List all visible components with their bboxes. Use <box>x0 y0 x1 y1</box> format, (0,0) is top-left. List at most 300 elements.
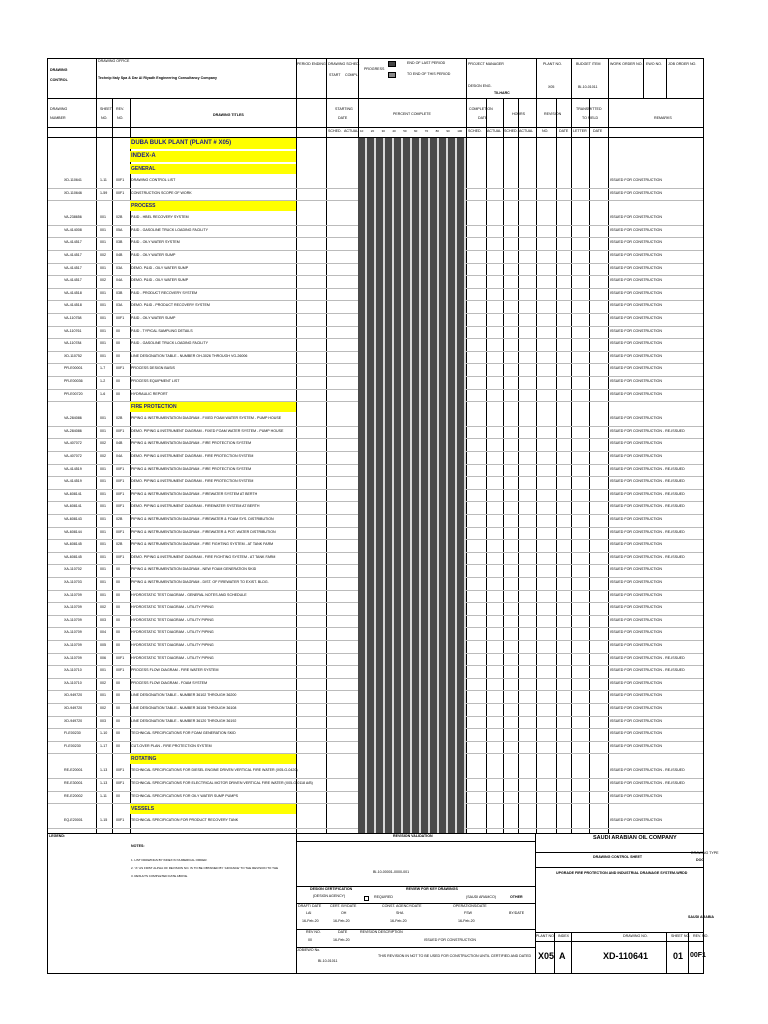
rev-no-cell: 05A <box>116 227 123 232</box>
rev-no-cell: 00F1 <box>116 466 125 471</box>
drawn-value: LAI <box>306 911 312 915</box>
const-date: 16-Feb-20 <box>390 919 407 923</box>
drawing-title-cell: TECHNICAL SPECIFICATIONS FOR DIESEL ENGINE DRIVEN VERTICAL FIRE WATER (X05-G-0420) <box>131 768 298 773</box>
table-row <box>48 189 703 201</box>
drawing-number-cell: VA-238656 <box>64 215 82 220</box>
table-row <box>48 465 703 477</box>
remarks-cell: ISSUED FOR CONSTRUCTION - RE-ISSUED <box>610 529 685 534</box>
sheet-no-cell: 002 <box>100 706 106 710</box>
drawing-control-title-2: CONTROL <box>50 78 68 82</box>
rev-no-cell: 00F1 <box>116 428 125 433</box>
drawing-title-cell: TECHNICAL SPECIFICATIONS FOR OILY WATER SUMP PUMPS <box>131 793 239 798</box>
table-row <box>48 490 703 502</box>
drawing-number-cell: VA-608141 <box>64 491 82 496</box>
sheet-no-cell: 001 <box>100 290 106 295</box>
revision-validation-label: REVISION VALIDATION <box>393 834 433 838</box>
rev-no-footer-value: 00F1 <box>690 952 706 959</box>
rev-no-cell: 00F1 <box>116 655 125 660</box>
row-divider <box>48 828 358 829</box>
percent-tick-label: 70 <box>424 129 429 133</box>
plant-no-value: X05 <box>548 85 555 89</box>
table-row <box>48 628 703 640</box>
drawing-number-cell: VA-284086 <box>64 416 82 421</box>
drawing-title-cell: PROCESS FLOW DIAGRAM - FIRE WATER SYSTEM <box>131 668 219 673</box>
drawing-title-cell: HYDROSTATIC TEST DIAGRAM - UTILITY PIPING <box>131 655 214 660</box>
percent-tick-label: 20 <box>370 129 375 133</box>
drawing-office-label: DRAWING OFFICE <box>98 59 130 63</box>
percent-tick-label: 50 <box>403 129 407 133</box>
remarks-cell: ISSUED FOR CONSTRUCTION <box>610 630 662 635</box>
sheet-no-cell: 1-15 <box>100 818 108 823</box>
drawing-no-footer-value: XD-110641 <box>603 951 649 961</box>
footer-divider <box>535 941 703 942</box>
rev-no-cell: 00F1 <box>116 818 125 823</box>
table-row <box>48 226 703 238</box>
letter-col-label: LETTER <box>573 129 587 133</box>
table-row <box>48 314 703 326</box>
drawing-control-title: DRAWING <box>50 68 68 72</box>
table-row <box>48 414 703 426</box>
sheet-no-cell: 001 <box>100 428 106 433</box>
table-row <box>48 540 703 552</box>
sheet-no-cell: 1-13 <box>100 768 108 773</box>
sheet-title: DRAWING CONTROL SHEET <box>593 855 643 859</box>
drawing-title-cell: P&ID - TYPICAL SAMPLING DETAILS <box>131 328 193 333</box>
compl-label: COMPL. <box>345 73 359 77</box>
table-row <box>48 717 703 729</box>
disclaimer: THIS REVISION IN NOT TO BE USED FOR CONSTRUCTION UNTIL CERTIFIED AND DATED <box>378 954 532 958</box>
table-row <box>48 616 703 628</box>
rev-no-cell: 00F1 <box>116 491 125 496</box>
sheet-no-cell: 001 <box>100 491 106 496</box>
footer-divider <box>296 841 535 842</box>
footer-col-line <box>535 833 536 973</box>
rev-no-cell: 00F1 <box>116 768 125 773</box>
remarks-cell: ISSUED FOR CONSTRUCTION <box>610 265 662 270</box>
remarks-cell: ISSUED FOR CONSTRUCTION - RE-ISSUED <box>610 768 685 773</box>
drawing-title-cell: CUT-OVER PLAN - FIRE PROTECTION SYSTEM <box>131 743 212 748</box>
drawing-title-cell: LINE DESIGNATION TABLE - NUMBER 36102 THROUGH 36200 <box>131 693 237 698</box>
drawing-title-cell: HYDROSTATIC TEST DIAGRAM - UTILITY PIPING <box>131 630 214 635</box>
cert-by-label: CERT. BY/DATE <box>330 904 357 908</box>
plant-no-label: PLANT NO. <box>543 62 562 66</box>
percent-complete-header: PERCENT COMPLETE <box>393 112 431 116</box>
required-label: REQUIRED <box>374 895 393 899</box>
table-row <box>48 238 703 250</box>
sheet-no-cell: 002 <box>100 680 106 685</box>
drawing-number-cell: XA-110709 <box>64 643 82 647</box>
rev-no-header-2: NO. <box>117 116 124 120</box>
drawing-title-cell: LINE DESIGNATION TABLE - NUMBER OH-3026 THROUGH VG-26006 <box>131 353 248 358</box>
drawing-title-cell: PIPING & INSTRUMENTATION DIAGRAM - FIREWATER & FOAM SYS. DISTRIBUTION <box>131 517 274 521</box>
rev-no-footer-label: REV. NO. <box>693 934 709 938</box>
drawing-number-cell: VA-284086 <box>64 428 82 433</box>
period-ending-label: PERIOD ENDING <box>297 62 326 66</box>
row-divider <box>466 200 703 201</box>
remarks-cell: ISSUED FOR CONSTRUCTION - RE-ISSUED <box>610 504 685 509</box>
end-this-period-label: TO END OF THIS PERIOD <box>407 72 451 76</box>
drawing-title-cell: PIPING & INSTRUMENTATION DIAGRAM - FIRE PROTECTION SYSTEM <box>131 441 252 446</box>
sheet-no-cell: 001 <box>100 517 106 521</box>
sheet-no-cell: 1-11 <box>100 178 107 182</box>
remarks-cell: ISSUED FOR CONSTRUCTION <box>610 580 662 584</box>
sched-col-label-2: SCHED. <box>468 129 482 133</box>
legend-last-period-swatch <box>388 61 396 67</box>
table-row <box>48 452 703 464</box>
sheet-no-header-2: NO. <box>101 116 108 120</box>
sheet-no-cell: 001 <box>100 567 106 572</box>
remarks-cell: ISSUED FOR CONSTRUCTION <box>610 680 662 685</box>
drawing-number-cell: VA-608144 <box>64 529 82 534</box>
rev-no-cell: 00 <box>116 680 120 685</box>
drawing-title-cell: PIPING & INSTRUMENTATION DIAGRAM - FIREWATER SYSTEM AT BERTH <box>131 491 258 496</box>
rev-no-header: REV. <box>116 107 125 111</box>
sheet-no-cell: 1-10 <box>100 731 108 736</box>
remarks-cell: ISSUED FOR CONSTRUCTION <box>610 278 662 283</box>
drawing-title-cell: PROCESS DESIGN BASIS <box>131 366 175 371</box>
sheet-no-cell: 003 <box>100 617 106 622</box>
drawing-title-cell: P&ID - PRODUCT RECOVERY SYSTEM <box>131 290 198 295</box>
sheet-no-cell: 001 <box>100 529 106 534</box>
remarks-cell: ISSUED FOR CONSTRUCTION - RE-ISSUED <box>610 668 685 673</box>
drawing-title-cell: P&ID - GASOLINE TRUCK LOADING FACILITY <box>131 227 209 232</box>
start-label: START <box>329 73 341 77</box>
remarks-cell: ISSUED FOR CONSTRUCTION <box>610 731 662 736</box>
remarks-cell: ISSUED FOR CONSTRUCTION <box>610 215 662 220</box>
validation-number: BI-10-00001-0000-001 <box>373 870 410 874</box>
other-label: OTHER <box>510 895 523 899</box>
drawing-number-cell: VA-414517 <box>64 278 82 283</box>
table-row <box>48 666 703 678</box>
table-row <box>48 515 703 527</box>
drawing-titles-header: DRAWING TITLES <box>213 113 244 117</box>
remarks-cell: ISSUED FOR CONSTRUCTION <box>610 290 662 295</box>
drawn-by-label: DRAFT/ DATE <box>298 904 322 908</box>
rev-no-cell: 03A <box>116 265 123 270</box>
table-row <box>48 427 703 439</box>
drawing-title-cell: TECHNICAL SPECIFICATIONS FOR ELECTRICAL MOTOR DRIVEN VERTICAL FIRE WATER (X05-G-0118 A/B) <box>131 781 313 785</box>
percent-tick-label: 10 <box>360 129 364 133</box>
rev-no-cell: 00 <box>116 706 120 710</box>
rev-no-cell: 00F1 <box>116 554 125 559</box>
rev-date-value: 16-Feb-20 <box>333 938 350 942</box>
table-row <box>48 301 703 313</box>
table-row <box>48 213 703 225</box>
drawing-title-cell: HYDRAULIC REPORT <box>131 391 168 396</box>
actual-col-label-3: ACTUAL <box>519 129 534 133</box>
remarks-cell: ISSUED FOR CONSTRUCTION <box>610 693 662 698</box>
table-row <box>48 352 703 364</box>
header-divider <box>48 98 703 99</box>
drawing-number-cell: VA-414008 <box>64 227 82 232</box>
budget-item-label: BUDGET ITEM <box>576 62 601 66</box>
rev-no-cell: 00 <box>116 693 120 698</box>
remarks-cell: ISSUED FOR CONSTRUCTION <box>610 379 662 383</box>
drawing-title-cell: DRAWING CONTROL LIST <box>131 178 176 182</box>
drawing-number-header: DRAWING <box>50 107 68 111</box>
percent-tick-label: 40 <box>392 129 396 133</box>
drawing-title-cell: HYDROSTATIC TEST DIAGRAM - UTILITY PIPING <box>131 605 214 610</box>
drawing-title-cell: HYDROSTATIC TEST DIAGRAM - UTILITY PIPING <box>131 643 214 647</box>
header-divider-2 <box>48 127 703 128</box>
notes-label: NOTES: <box>131 844 145 848</box>
table-row <box>48 603 703 615</box>
table-row <box>48 264 703 276</box>
rev-no-cell: 00 <box>116 328 120 333</box>
sched-col-label: SCHED. <box>328 129 342 133</box>
rev-no-cell: 03B <box>116 240 123 245</box>
ops-date: 16-Feb-20 <box>458 919 475 923</box>
rev-no-cell: 00F1 <box>116 668 125 673</box>
footer-divider <box>296 947 535 948</box>
end-last-period-label: END OF LAST PERIOD <box>407 61 446 65</box>
table-row <box>48 654 703 666</box>
drawing-number-cell: VA-414518 <box>64 303 82 308</box>
by-date-label: BY/DATE <box>509 911 525 915</box>
required-checkbox[interactable] <box>364 896 369 901</box>
drawing-title-cell: PIPING & INSTRUMENTATION DIAGRAM - FIXED FOAM WATER SYSTEM - PUMP HOUSE <box>131 416 282 421</box>
drawing-number-cell: VA-414517 <box>64 265 82 270</box>
rev-no-cell: 00 <box>116 731 120 736</box>
remarks-cell: ISSUED FOR CONSTRUCTION <box>610 718 662 723</box>
remarks-cell: ISSUED FOR CONSTRUCTION <box>610 605 662 610</box>
rev-no-cell: 02B <box>116 517 123 521</box>
table-row <box>48 792 703 804</box>
sheet-no-cell: 001 <box>100 592 106 597</box>
sheet-no-footer-label: SHEET NO. <box>671 934 691 938</box>
drawing-number-cell: XA-110710 <box>64 680 82 685</box>
rev-no-cell: 00 <box>116 341 120 346</box>
rev-no-cell: 00F1 <box>116 316 125 320</box>
project-manager-label: PROJECT MANAGER <box>468 62 504 66</box>
drawing-no-footer-label: DRAWING NO. <box>623 934 648 938</box>
table-row <box>48 339 703 351</box>
remarks-cell: ISSUED FOR CONSTRUCTION <box>610 517 662 521</box>
table-row <box>48 553 703 565</box>
drawing-number-cell: XA-110703 <box>64 580 82 584</box>
sheet-no-cell: 001 <box>100 240 106 245</box>
table-row <box>48 327 703 339</box>
table-row <box>48 251 703 263</box>
company-name: SAUDI ARABIAN OIL COMPANY <box>593 835 677 841</box>
section-heading: VESSELS <box>130 804 296 814</box>
remarks-cell: ISSUED FOR CONSTRUCTION <box>610 592 662 597</box>
table-row <box>48 779 703 791</box>
rev-no-cell: 00 <box>116 567 120 572</box>
drawing-number-cell: FI-E00230 <box>64 743 81 748</box>
table-row <box>48 528 703 540</box>
remarks-cell: ISSUED FOR CONSTRUCTION <box>610 366 662 371</box>
drawing-number-cell: RE-E20002 <box>64 793 83 798</box>
remarks-cell: ISSUED FOR CONSTRUCTION <box>610 743 662 748</box>
drawing-title-cell: PROCESS EQUIPMENT LIST <box>131 379 180 383</box>
remarks-cell: ISSUED FOR CONSTRUCTION <box>610 391 662 396</box>
remarks-cell: ISSUED FOR CONSTRUCTION - RE-ISSUED <box>610 781 685 785</box>
table-row <box>48 679 703 691</box>
rev-date-col-label: DATE <box>559 129 569 133</box>
footer-divider <box>48 833 703 834</box>
drawing-title-cell: P&ID - GASOLINE TRUCK LOADING FACILITY <box>131 341 209 346</box>
remarks-cell: ISSUED FOR CONSTRUCTION <box>610 793 662 798</box>
table-row <box>48 729 703 741</box>
drawing-number-cell: XD-110646 <box>64 190 82 195</box>
rev-no-cell: 04B <box>116 253 123 257</box>
sheet-no-cell: 001 <box>100 316 106 320</box>
col-line <box>643 59 644 98</box>
rev-no-cell: 00F1 <box>116 178 125 182</box>
drawing-title-cell: HYDROSTATIC TEST DIAGRAM - GENERAL NOTES AND SCHEDULE <box>131 592 247 597</box>
sheet-no-cell: 001 <box>100 542 106 547</box>
drawing-sched-label: DRAWING SCHED. <box>328 62 360 66</box>
row-divider <box>466 828 703 829</box>
design-cert-label: DESIGN CERTIFICATION <box>310 887 353 891</box>
sheet-no-cell: 002 <box>100 441 106 446</box>
work-order-label: WORK ORDER NO. <box>610 62 643 66</box>
sheet-no-cell: 001 <box>100 693 106 698</box>
hours-header: HOURS <box>512 112 525 116</box>
drawing-number-cell: FI-E00230 <box>64 731 81 736</box>
sheet-no-footer-value: 01 <box>673 951 684 961</box>
sheet-no-header: SHEET <box>100 107 112 111</box>
rev-no-cell: 00 <box>116 605 120 610</box>
rev-no-cell: 00 <box>116 379 120 383</box>
cert-value: OH <box>341 911 347 915</box>
job-no-label: JOB/EWO No. <box>297 948 321 952</box>
section-heading: FIRE PROTECTION <box>130 402 296 412</box>
drawing-number-cell: VA-608145 <box>64 554 82 559</box>
contractor-name: Technip Italy Spa & Dar Al Riyadh Engineering Consultancy Company <box>98 76 218 80</box>
sheet-no-cell: 1-17 <box>100 743 108 748</box>
drawing-number-cell: XA-110709 <box>64 617 82 622</box>
table-row <box>48 578 703 590</box>
table-row <box>48 276 703 288</box>
rev-no-cell: 00 <box>116 743 120 748</box>
sched-col-label-3: SCHED. <box>504 129 518 133</box>
sheet-no-cell: 003 <box>100 718 106 723</box>
sheet-no-cell: 001 <box>100 215 106 220</box>
remarks-cell: ISSUED FOR CONSTRUCTION <box>610 303 662 308</box>
drawing-title-cell: DEMO. PIPING & INSTRUMENT DIAGRAM - FIXED FOAM WATER SYSTEM - PUMP HOUSE <box>131 428 284 433</box>
drawing-title-cell: TECHNICAL SPECIFICATION FOR PRODUCT RECOVERY TANK <box>131 818 239 823</box>
const-value: SHA <box>396 911 404 915</box>
table-row <box>48 377 703 389</box>
table-row <box>48 704 703 716</box>
remarks-cell: ISSUED FOR CONSTRUCTION <box>610 617 662 622</box>
table-row <box>48 766 703 778</box>
rev-no-cell: 04A <box>116 278 123 283</box>
actual-col-label: ACTUAL <box>344 129 359 133</box>
sheet-no-cell: 001 <box>100 668 106 673</box>
footer-col-line <box>688 932 689 973</box>
drawing-title-cell: P&ID - HBEL RECOVERY SYSTEM <box>131 215 189 220</box>
location: SAUDI ARABIA <box>688 915 715 919</box>
sheet-no-cell: 1-59 <box>100 190 108 195</box>
transmitted-header: TRANSMITTED <box>576 107 602 111</box>
legend-label: LEGEND: <box>49 834 66 838</box>
sheet-no-cell: 002 <box>100 605 106 610</box>
drawing-number-cell: XA-110709 <box>64 592 82 597</box>
drawing-title-cell: PIPING & INSTRUMENTATION DIAGRAM - DIST. OF FIREWATER TO EXIST. BLDG. <box>131 580 269 584</box>
rev-no-cell: 00 <box>116 630 120 635</box>
drawing-title-cell: PIPING & INSTRUMENTATION DIAGRAM - FIRE FIGHTING SYSTEM - AT TANK FARM <box>131 542 274 547</box>
section-heading: GENERAL <box>130 164 296 174</box>
drawing-number-cell: XD-949720 <box>64 693 83 698</box>
drawing-number-cell: PR-E00720 <box>64 391 83 396</box>
rev-no-cell: 00 <box>116 580 120 584</box>
rev-no-label: REV NO. <box>306 930 321 934</box>
remarks-cell: ISSUED FOR CONSTRUCTION <box>610 341 662 346</box>
table-row <box>48 641 703 653</box>
drawing-title-cell: PIPING & INSTRUMENTATION DIAGRAM - FIREWATER & POT. WATER DISTRIBUTION <box>131 529 276 534</box>
index-footer-label: INDEX <box>558 934 569 938</box>
date-label: DATE <box>338 930 348 934</box>
remarks-cell: ISSUED FOR CONSTRUCTION <box>610 567 662 572</box>
index-footer-value: A <box>559 951 566 961</box>
job-order-label: JOB ORDER NO. <box>668 62 697 66</box>
rev-no-cell: 02B <box>116 215 123 220</box>
drawing-title-cell: DEMO. PIPING & INSTRUMENT DIAGRAM - FIRE FIGHTING SYSTEM - AT TANK FARM <box>131 554 276 559</box>
table-row <box>48 591 703 603</box>
drawn-date: 16-Feb-20 <box>302 919 319 923</box>
table-row <box>48 742 703 754</box>
drawing-title-cell: P&ID - OILY WATER SYSTEM <box>131 240 180 245</box>
table-row <box>48 289 703 301</box>
review-key-label: REVIEW FOR KEY DRAWINGS <box>406 887 458 891</box>
sheet-no-cell: 1-7 <box>100 366 106 371</box>
sheet-no-cell: 1-6 <box>100 391 106 396</box>
table-row <box>48 390 703 402</box>
percent-tick-label: 100 <box>457 129 463 133</box>
table-row <box>48 176 703 188</box>
section-heading: INDEX-A <box>130 151 296 162</box>
remarks-cell: ISSUED FOR CONSTRUCTION <box>610 316 662 320</box>
drawing-number-cell: VA-608143 <box>64 517 82 521</box>
project-title: UPGRADE FIRE PROTECTION AND INDUSTRIAL DRAINAGE SYSTEM-WRDD <box>556 871 688 875</box>
drawing-number-cell: XA-110709 <box>64 655 82 660</box>
rev-no-cell: 04A <box>116 454 123 458</box>
rev-desc-value: ISSUED FOR CONSTRUCTION <box>424 938 476 942</box>
ops-value: FSW <box>464 911 472 915</box>
rev-no-cell: 00 <box>116 592 120 597</box>
footer-col-line <box>554 932 555 973</box>
sheet-no-cell: 001 <box>100 265 106 270</box>
drawing-number-cell: XA-110709 <box>64 630 82 635</box>
footer-divider <box>296 929 535 930</box>
footer-col-line <box>666 932 667 973</box>
table-row <box>48 364 703 376</box>
drawing-number-cell: RE-E20001 <box>64 768 83 773</box>
rev-no-cell: 00F1 <box>116 190 125 195</box>
rev-no-cell: 00 <box>116 617 120 622</box>
rev-no-cell: 00 <box>116 643 120 647</box>
sheet-no-cell: 1-2 <box>100 379 106 383</box>
remarks-cell: ISSUED FOR CONSTRUCTION <box>610 643 662 647</box>
drawing-title-cell: LINE DESIGNATION TABLE - NUMBER 36120 THROUGH 36192 <box>131 718 237 723</box>
drawing-number-cell: VA-110761 <box>64 328 82 333</box>
rev-no-cell: 02B <box>116 416 123 421</box>
rev-no-cell: 04B <box>116 441 123 446</box>
drawing-number-cell: VA-414517 <box>64 253 82 257</box>
note-1: 1. LIST DRAWINGS BY INDEX IN NUMERICAL ORDER. <box>131 858 208 862</box>
remarks-cell: ISSUED FOR CONSTRUCTION <box>610 542 662 547</box>
drawing-number-cell: XA-110702 <box>64 567 82 572</box>
table-row <box>48 565 703 577</box>
remarks-cell: ISSUED FOR CONSTRUCTION - RE-ISSUED <box>610 655 685 660</box>
footer-col-line <box>571 932 572 973</box>
table-row <box>48 439 703 451</box>
remarks-cell: ISSUED FOR CONSTRUCTION <box>610 190 662 195</box>
drawing-number-cell: VA-608141 <box>64 504 82 509</box>
